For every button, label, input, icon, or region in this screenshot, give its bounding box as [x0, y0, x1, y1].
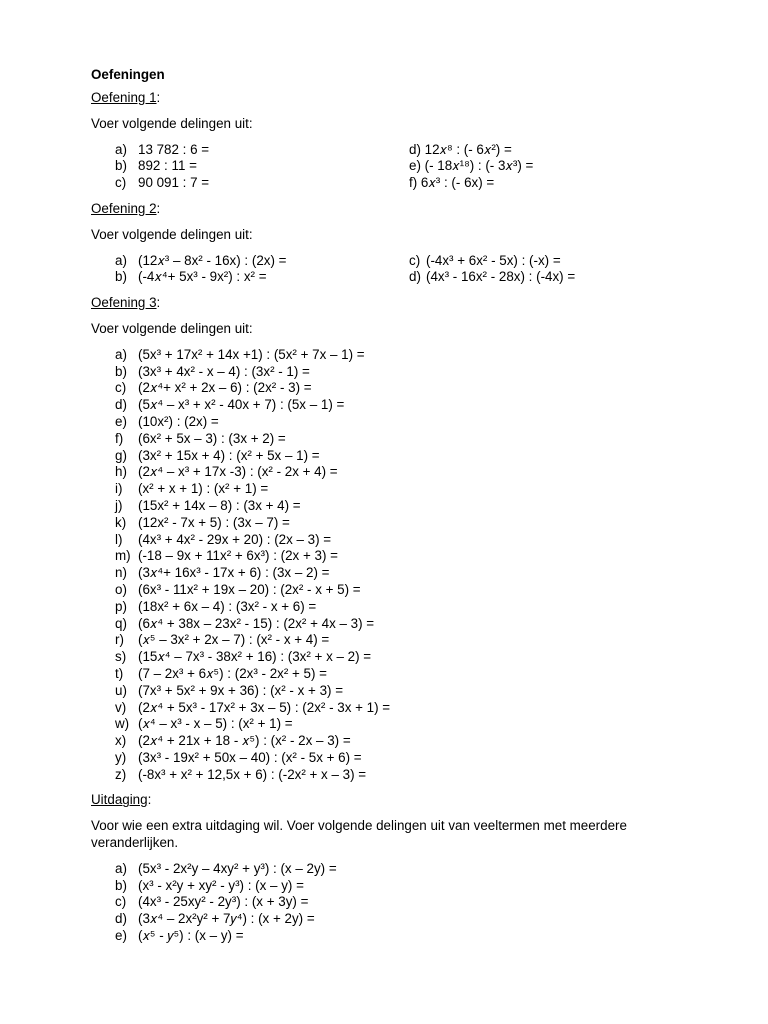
- item-expression: (-4𝑥⁴+ 5x³ - 9x²) : x² =: [138, 269, 267, 285]
- list-item: [91, 666, 711, 683]
- item-label: e): [115, 928, 127, 944]
- item-expression: (6x² + 5x – 3) : (3x + 2) =: [138, 430, 286, 446]
- item-label: z): [115, 766, 127, 782]
- list-item: [91, 269, 711, 286]
- item-expression: (3𝑥⁴ – 2x²y² + 7𝑦⁴) : (x + 2y) =: [138, 911, 315, 927]
- item-label: a): [115, 141, 127, 157]
- item-expression: (3x² + 15x + 4) : (x² + 5x – 1) =: [138, 447, 320, 463]
- item-label: j): [115, 497, 123, 513]
- item-label: c): [115, 175, 127, 191]
- item-expression: (x³ - x²y + xy² - y³) : (x – y) =: [138, 877, 304, 893]
- list-item: [91, 515, 711, 532]
- challenge-heading-line: Uitdaging:: [91, 792, 152, 808]
- item-expression: (𝑥⁵ – 3x² + 2x – 7) : (x² - x + 4) =: [138, 632, 330, 648]
- item-expression: (4x³ - 25xy² - 2y³) : (x + 3y) =: [138, 894, 309, 910]
- list-item: [91, 464, 711, 481]
- list-item: [91, 414, 711, 431]
- list-item: [91, 716, 711, 733]
- document-page: [91, 66, 711, 945]
- list-item: [91, 481, 711, 498]
- item-expression: (2𝑥⁴ + 21x + 18 - 𝑥⁵) : (x² - 2x – 3) =: [138, 733, 351, 749]
- item-label: b): [115, 158, 127, 174]
- list-item: [91, 649, 711, 666]
- item-label: t): [115, 665, 124, 681]
- item-expression: (𝑥⁵ - 𝑦⁵) : (x – y) =: [138, 928, 244, 944]
- item-label: v): [115, 699, 127, 715]
- item-label: b): [115, 363, 127, 379]
- item-expression: e) (- 18𝑥¹⁸) : (- 3𝑥³) =: [409, 158, 534, 174]
- list-item: [91, 397, 711, 414]
- list-item: [91, 175, 711, 192]
- item-expression: (7 – 2x³ + 6𝑥⁵) : (2x³ - 2x² + 5) =: [138, 665, 328, 681]
- item-expression: (3𝑥⁴+ 16x³ - 17x + 6) : (3x – 2) =: [138, 565, 330, 581]
- list-item: [91, 582, 711, 599]
- list-item: [91, 878, 711, 895]
- exercise-3-intro: Voer volgende delingen uit:: [91, 320, 253, 336]
- item-label: b): [115, 269, 127, 285]
- item-label: u): [115, 682, 127, 698]
- challenge-list: [91, 861, 711, 945]
- exercise-1-heading-line: Oefening 1:: [91, 90, 161, 105]
- list-item: [91, 632, 711, 649]
- list-item: [91, 548, 711, 565]
- list-item: [91, 158, 711, 175]
- item-expression: (12𝑥³ – 8x² - 16x) : (2x) =: [138, 252, 287, 268]
- item-label: d): [115, 397, 127, 413]
- item-expression: 13 782 : 6 =: [138, 141, 210, 157]
- item-label: p): [115, 598, 127, 614]
- item-label: c): [115, 380, 127, 396]
- list-item: [91, 861, 711, 878]
- item-expression: (3x³ + 4x² - x – 4) : (3x² - 1) =: [138, 363, 310, 379]
- item-expression: (-4x³ + 6x² - 5x) : (-x) =: [426, 252, 561, 268]
- exercise-1-intro: Voer volgende delingen uit:: [91, 115, 253, 131]
- item-label: b): [115, 877, 127, 893]
- list-item: [91, 894, 711, 911]
- list-item: [91, 498, 711, 515]
- item-label: a): [115, 252, 127, 268]
- list-item: [91, 928, 711, 945]
- item-expression: (18x² + 6x – 4) : (3x² - x + 6) =: [138, 598, 317, 614]
- exercise-1-heading: Oefening 1: [91, 90, 157, 105]
- item-label: f): [115, 430, 124, 446]
- item-label: g): [115, 447, 127, 463]
- item-expression: (6x³ - 11x² + 19x – 20) : (2x² - x + 5) =: [138, 581, 361, 597]
- item-expression: 90 091 : 7 =: [138, 175, 210, 191]
- item-expression: 892 : 11 =: [138, 158, 197, 174]
- exercise-2-list: [91, 253, 711, 287]
- item-label: x): [115, 733, 127, 749]
- item-label: w): [115, 716, 130, 732]
- exercise-2-intro: Voer volgende delingen uit:: [91, 226, 253, 242]
- item-expression: (6𝑥⁴ + 38x – 23x² - 15) : (2x² + 4x – 3) =: [138, 615, 375, 631]
- exercise-3-list: [91, 347, 711, 784]
- list-item: [91, 431, 711, 448]
- list-item: [91, 733, 711, 750]
- list-item: [91, 347, 711, 364]
- item-expression: (-18 – 9x + 11x² + 6x³) : (2x + 3) =: [138, 548, 338, 564]
- item-expression: (12x² - 7x + 5) : (3x – 7) =: [138, 514, 290, 530]
- list-item: [91, 767, 711, 784]
- item-expression: d) 12𝑥⁸ : (- 6𝑥²) =: [409, 141, 512, 157]
- item-expression: (2𝑥⁴+ x² + 2x – 6) : (2x² - 3) =: [138, 380, 312, 396]
- item-label: o): [115, 581, 127, 597]
- item-label: a): [115, 346, 127, 362]
- item-label: r): [115, 632, 124, 648]
- item-expression: (5x³ - 2x²y – 4xy² + y³) : (x – 2y) =: [138, 860, 337, 876]
- item-expression: (7x³ + 5x² + 9x + 36) : (x² - x + 3) =: [138, 682, 344, 698]
- item-expression: (4x³ + 4x² - 29x + 20) : (2x – 3) =: [138, 531, 332, 547]
- list-item: [91, 448, 711, 465]
- list-item: [91, 380, 711, 397]
- list-item: [91, 532, 711, 549]
- list-item: [91, 253, 711, 270]
- item-expression: (4x³ - 16x² - 28x) : (-4x) =: [426, 269, 576, 285]
- item-expression: (2𝑥⁴ + 5x³ - 17x² + 3x – 5) : (2x² - 3x + 1) =: [138, 699, 391, 715]
- item-label: d): [115, 911, 127, 927]
- item-expression: (5𝑥⁴ – x³ + x² - 40x + 7) : (5x – 1) =: [138, 397, 345, 413]
- item-label: q): [115, 615, 127, 631]
- list-item: [91, 750, 711, 767]
- item-expression: (2𝑥⁴ – x³ + 17x -3) : (x² - 2x + 4) =: [138, 464, 338, 480]
- exercise-1-list: [91, 142, 711, 192]
- challenge-heading: Uitdaging: [91, 792, 148, 808]
- list-item: [91, 565, 711, 582]
- item-expression: (10x²) : (2x) =: [138, 413, 219, 429]
- list-item: [91, 599, 711, 616]
- list-item: [91, 700, 711, 717]
- item-expression: (15x² + 14x – 8) : (3x + 4) =: [138, 497, 301, 513]
- item-expression: (3x³ - 19x² + 50x – 40) : (x² - 5x + 6) =: [138, 749, 362, 765]
- item-expression: (-8x³ + x² + 12,5x + 6) : (-2x² + x – 3) =: [138, 766, 367, 782]
- exercise-2-heading: Oefening 2: [91, 200, 157, 216]
- list-item: [91, 364, 711, 381]
- item-label: e): [115, 413, 127, 429]
- item-expression: (5x³ + 17x² + 14x +1) : (5x² + 7x – 1) =: [138, 346, 365, 362]
- item-label: a): [115, 860, 127, 876]
- exercise-3-heading-line: Oefening 3:: [91, 295, 161, 311]
- item-label: l): [115, 531, 123, 547]
- item-label: d): [409, 269, 421, 285]
- list-item: [91, 142, 711, 159]
- item-label: y): [115, 749, 127, 765]
- item-label: s): [115, 649, 127, 665]
- item-label: h): [115, 464, 127, 480]
- list-item: [91, 911, 711, 928]
- challenge-intro: Voor wie een extra uitdaging wil. Voer volgende delingen uit van veeltermen met meerdere veranderlijken.: [91, 818, 627, 851]
- item-expression: (𝑥⁴ – x³ - x – 5) : (x² + 1) =: [138, 716, 293, 732]
- item-label: c): [115, 894, 127, 910]
- item-label: c): [409, 252, 421, 268]
- item-label: n): [115, 565, 127, 581]
- item-label: m): [115, 548, 131, 564]
- item-label: k): [115, 514, 127, 530]
- list-item: [91, 683, 711, 700]
- exercise-3-heading: Oefening 3: [91, 295, 157, 311]
- document-title: Oefeningen: [91, 67, 165, 82]
- item-label: i): [115, 481, 123, 497]
- list-item: [91, 616, 711, 633]
- item-expression: (x² + x + 1) : (x² + 1) =: [138, 481, 269, 497]
- exercise-2-heading-line: Oefening 2:: [91, 200, 161, 216]
- item-expression: (15𝑥⁴ – 7x³ - 38x² + 16) : (3x² + x – 2) =: [138, 649, 372, 665]
- item-expression: f) 6𝑥³ : (- 6x) =: [409, 175, 495, 191]
